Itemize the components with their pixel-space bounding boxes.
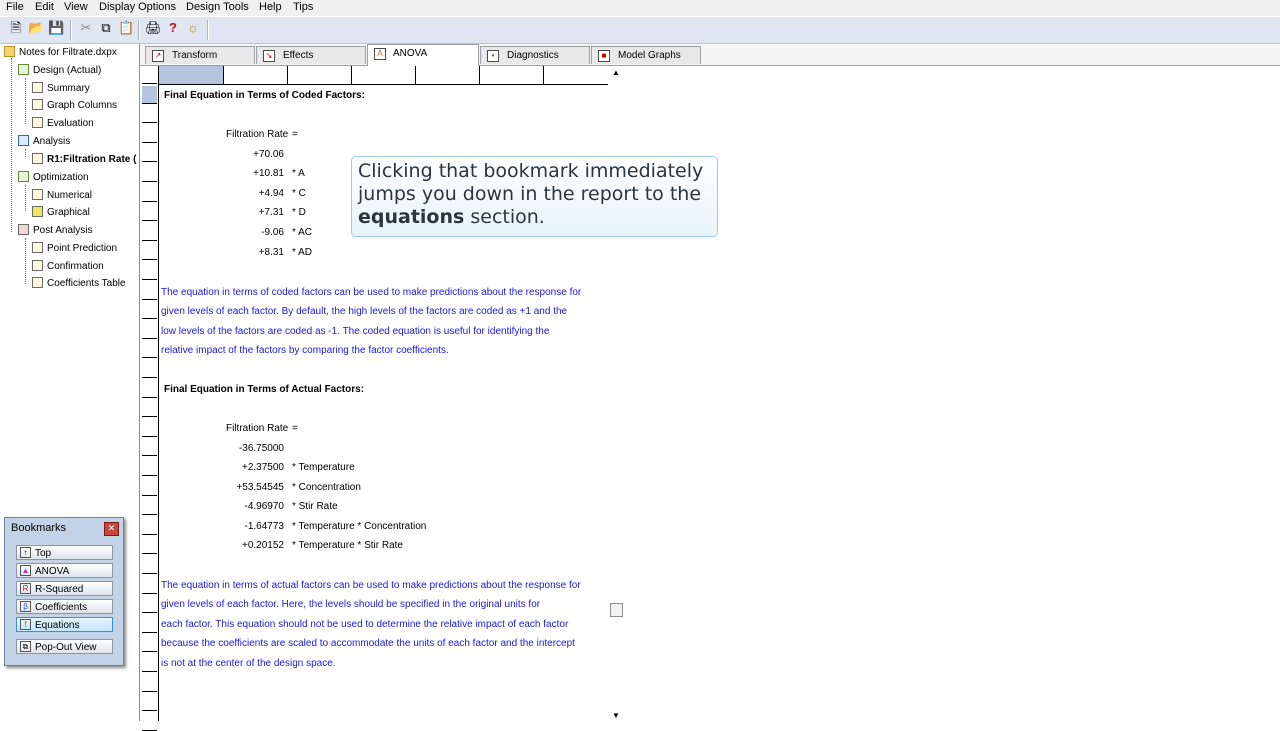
coded-coefficient: +4.94 <box>258 188 284 199</box>
coded-coefficient: +8.31 <box>258 247 284 258</box>
bookmark-coefficients-button[interactable]: β Coefficients <box>16 599 113 614</box>
coefficients-table-icon <box>32 277 43 288</box>
design-grid-icon <box>18 64 29 75</box>
callout-line <box>358 206 717 229</box>
actual-note-line: because the coefficients are scaled to accommodate the units of each factor and the intercept <box>161 638 575 649</box>
callout-line: Clicking that bookmark immediately <box>358 160 704 182</box>
actual-term: * Temperature * Stir Rate <box>292 540 403 551</box>
coded-coefficient: +10.81 <box>253 168 284 179</box>
actual-note-line: The equation in terms of actual factors can be used to make predictions about the response for <box>161 580 581 591</box>
anova-icon: A <box>374 48 386 60</box>
row-header-cell[interactable] <box>142 458 157 476</box>
tree-item-design[interactable]: Design (Actual) <box>18 62 101 79</box>
equals-sign: = <box>292 423 298 434</box>
row-header-cell[interactable] <box>142 674 157 692</box>
row-header-cell[interactable] <box>142 654 157 672</box>
row-header-cell[interactable] <box>142 634 157 652</box>
column-headers <box>159 66 608 85</box>
row-header-cell[interactable] <box>142 321 157 339</box>
row-header-cell[interactable] <box>142 66 157 84</box>
menu-tips[interactable]: Tips <box>293 1 314 13</box>
r-squared-icon: R <box>20 583 31 594</box>
row-header-cell[interactable] <box>142 340 157 358</box>
coded-term: * D <box>292 207 306 218</box>
coded-note-line: relative impact of the factors by comparing the factor coefficients. <box>161 345 449 356</box>
actual-term: * Temperature <box>292 462 355 473</box>
actual-term: * Stir Rate <box>292 501 338 512</box>
scroll-down-arrow-icon[interactable]: ▼ <box>612 711 620 720</box>
coded-equation-heading: Final Equation in Terms of Coded Factors: <box>164 90 365 101</box>
tree-item-graphical[interactable]: Graphical <box>32 204 90 221</box>
tip-bulb-icon[interactable]: ☼ <box>187 20 199 35</box>
paste-icon[interactable]: 📋 <box>118 20 135 35</box>
help-icon[interactable]: ? <box>169 20 177 35</box>
tree-connector <box>25 149 26 157</box>
evaluation-magnifier-icon <box>32 117 43 128</box>
toolbar-separator <box>138 20 140 40</box>
toolbar-separator <box>70 20 72 40</box>
bookmark-r-squared-button[interactable]: R R-Squared <box>16 581 113 596</box>
coded-term: * C <box>292 188 306 199</box>
coded-term: * AD <box>292 247 313 258</box>
confirmation-icon <box>32 260 43 271</box>
row-header-cell[interactable] <box>142 86 157 104</box>
bookmark-equations-button[interactable]: f Equations <box>16 617 113 632</box>
coded-coefficient: +7.31 <box>258 207 284 218</box>
tree-item-point-prediction[interactable]: Point Prediction <box>32 240 117 257</box>
tab-transform[interactable]: ↗ Transform <box>145 46 255 64</box>
row-header-cell[interactable] <box>142 184 157 202</box>
actual-response-label: Filtration Rate <box>226 423 289 434</box>
pop-out-view-button[interactable]: ⧉ Pop-Out View <box>16 639 113 654</box>
bookmarks-panel <box>4 517 124 666</box>
coded-note-line: low levels of the factors are coded as -1. The coded equation is useful for identifying the <box>161 326 550 337</box>
scroll-up-arrow-icon[interactable]: ▲ <box>612 68 620 77</box>
actual-term: * Concentration <box>292 482 361 493</box>
column-header[interactable] <box>352 66 416 84</box>
column-header[interactable] <box>416 66 480 84</box>
graphical-icon <box>32 206 43 217</box>
coded-coefficient: -9.06 <box>261 227 284 238</box>
row-header-cell[interactable] <box>142 380 157 398</box>
beta-icon: β <box>20 601 31 612</box>
row-header-cell[interactable] <box>142 556 157 574</box>
tree-item-post-analysis[interactable]: Post Analysis <box>18 222 92 239</box>
coded-note-line: given levels of each factor. By default, the high levels of the factors are coded as +1 and the <box>161 306 568 317</box>
save-icon[interactable]: 💾 <box>48 20 65 35</box>
tree-item-optimization[interactable]: Optimization <box>18 169 89 186</box>
tree-item-analysis[interactable]: Analysis <box>18 133 70 150</box>
row-header-cell[interactable] <box>142 713 157 731</box>
actual-note-line: given levels of each factor. Here, the levels should be specified in the original units for <box>161 599 541 610</box>
toolbar <box>0 17 1280 44</box>
menu-help[interactable]: Help <box>259 1 282 13</box>
callout-emphasis: equations <box>358 206 465 228</box>
tutorial-callout <box>351 156 718 237</box>
menu-view[interactable]: View <box>64 1 88 13</box>
tree-connector <box>25 78 26 124</box>
transform-icon: ↗ <box>152 50 164 62</box>
actual-coefficient: -36.75000 <box>238 443 284 454</box>
model-graphs-icon: ■ <box>598 50 610 62</box>
row-headers <box>141 66 159 721</box>
numerical-icon <box>32 189 43 200</box>
coded-response-label: Filtration Rate <box>226 129 289 140</box>
tree-item-r1-filtration-rate[interactable]: R1:Filtration Rate ( <box>32 151 136 168</box>
column-header[interactable] <box>159 66 224 84</box>
row-header-cell[interactable] <box>142 438 157 456</box>
row-header-cell[interactable] <box>142 693 157 711</box>
row-header-cell[interactable] <box>142 164 157 182</box>
row-header-cell[interactable] <box>142 576 157 594</box>
open-folder-icon[interactable]: 📂 <box>28 20 45 35</box>
diagnostics-icon: • <box>487 50 499 62</box>
tab-effects[interactable]: ↘ Effects <box>256 46 366 64</box>
close-icon[interactable]: ✕ <box>104 522 119 536</box>
response-icon <box>32 153 43 164</box>
tree-item-coefficients-table[interactable]: Coefficients Table <box>32 275 126 292</box>
bookmark-top-button[interactable]: ↑ Top <box>16 545 113 560</box>
row-header-cell[interactable] <box>142 144 157 162</box>
actual-coefficient: +2.37500 <box>242 462 284 473</box>
toolbar-separator <box>207 20 209 40</box>
row-header-cell[interactable] <box>142 399 157 417</box>
row-header-cell[interactable] <box>142 615 157 633</box>
menu-bar <box>0 0 1280 16</box>
row-header-cell[interactable] <box>142 478 157 496</box>
tab-diagnostics[interactable]: • Diagnostics <box>480 46 590 64</box>
equals-sign: = <box>292 129 298 140</box>
row-header-cell[interactable] <box>142 536 157 554</box>
tree-item-graph-columns[interactable]: Graph Columns <box>32 97 117 114</box>
cut-icon[interactable]: ✂ <box>80 20 92 35</box>
row-header-cell[interactable] <box>142 595 157 613</box>
row-header-cell[interactable] <box>142 125 157 143</box>
tab-model-graphs[interactable]: ■ Model Graphs <box>591 46 701 64</box>
new-file-icon[interactable]: 🗎 <box>10 20 22 35</box>
menu-display-options[interactable]: Display Options <box>99 1 177 13</box>
actual-coefficient: -1.64773 <box>244 521 284 532</box>
graph-columns-icon <box>32 99 43 110</box>
callout-line: jumps you down in the report to the <box>358 183 702 205</box>
menu-design-tools[interactable]: Design Tools <box>186 1 249 13</box>
row-header-cell[interactable] <box>142 360 157 378</box>
up-arrow-icon: ↑ <box>20 547 31 558</box>
tree-connector <box>11 58 12 232</box>
copy-icon[interactable]: ⧉ <box>101 20 111 35</box>
tree-item-confirmation[interactable]: Confirmation <box>32 258 104 275</box>
coded-term: * AC <box>292 227 313 238</box>
column-header[interactable] <box>224 66 288 84</box>
actual-coefficient: -4.96970 <box>244 501 284 512</box>
row-header-cell[interactable] <box>142 517 157 535</box>
bookmarks-title: Bookmarks <box>11 522 67 534</box>
row-header-cell[interactable] <box>142 242 157 260</box>
coded-note-line: The equation in terms of coded factors can be used to make predictions about the response for <box>161 287 582 298</box>
tab-anova[interactable]: A ANOVA <box>367 44 479 66</box>
tree-item-evaluation[interactable]: Evaluation <box>32 115 94 132</box>
print-icon[interactable]: 🖨 <box>145 20 162 35</box>
tree-item-summary[interactable]: Summary <box>32 80 90 97</box>
point-prediction-icon <box>32 242 43 253</box>
actual-coefficient: +0.20152 <box>242 540 284 551</box>
row-header-cell[interactable] <box>142 301 157 319</box>
row-header-cell[interactable] <box>142 262 157 280</box>
bookmark-anova-button[interactable]: ▲ ANOVA <box>16 563 113 578</box>
column-header[interactable] <box>480 66 544 84</box>
column-header[interactable] <box>544 66 608 84</box>
menu-edit[interactable]: Edit <box>35 1 54 13</box>
tree-connector <box>25 185 26 211</box>
scroll-thumb[interactable] <box>610 603 623 617</box>
row-header-cell[interactable] <box>142 419 157 437</box>
row-header-cell[interactable] <box>142 105 157 123</box>
coded-term: * A <box>292 168 305 179</box>
row-header-cell[interactable] <box>142 497 157 515</box>
anova-icon: ▲ <box>21 566 30 575</box>
actual-coefficient: +53.54545 <box>236 482 284 493</box>
optimization-icon <box>18 171 29 182</box>
tree-item-numerical[interactable]: Numerical <box>32 187 92 204</box>
actual-equation-heading: Final Equation in Terms of Actual Factors: <box>164 384 365 395</box>
function-icon: f <box>20 619 31 630</box>
tree-connector <box>25 238 26 284</box>
row-header-cell[interactable] <box>142 203 157 221</box>
summary-icon <box>32 82 43 93</box>
callout-tail: section. <box>464 206 545 228</box>
actual-note-line: is not at the center of the design space. <box>161 658 336 669</box>
analysis-icon <box>18 135 29 146</box>
menu-file[interactable]: File <box>6 1 24 13</box>
coded-coefficient: +70.06 <box>253 149 284 160</box>
tree-root[interactable]: Notes for Filtrate.dxpx <box>4 44 117 61</box>
view-tabs <box>140 44 1280 66</box>
row-header-cell[interactable] <box>142 223 157 241</box>
effects-icon: ↘ <box>263 50 275 62</box>
pop-out-icon: ⧉ <box>20 641 31 652</box>
folder-icon <box>4 46 15 57</box>
actual-term: * Temperature * Concentration <box>292 521 427 532</box>
row-header-cell[interactable] <box>142 282 157 300</box>
actual-note-line: each factor. This equation should not be used to determine the relative impact of each factor <box>161 619 569 630</box>
column-header[interactable] <box>288 66 352 84</box>
post-analysis-icon <box>18 224 29 235</box>
